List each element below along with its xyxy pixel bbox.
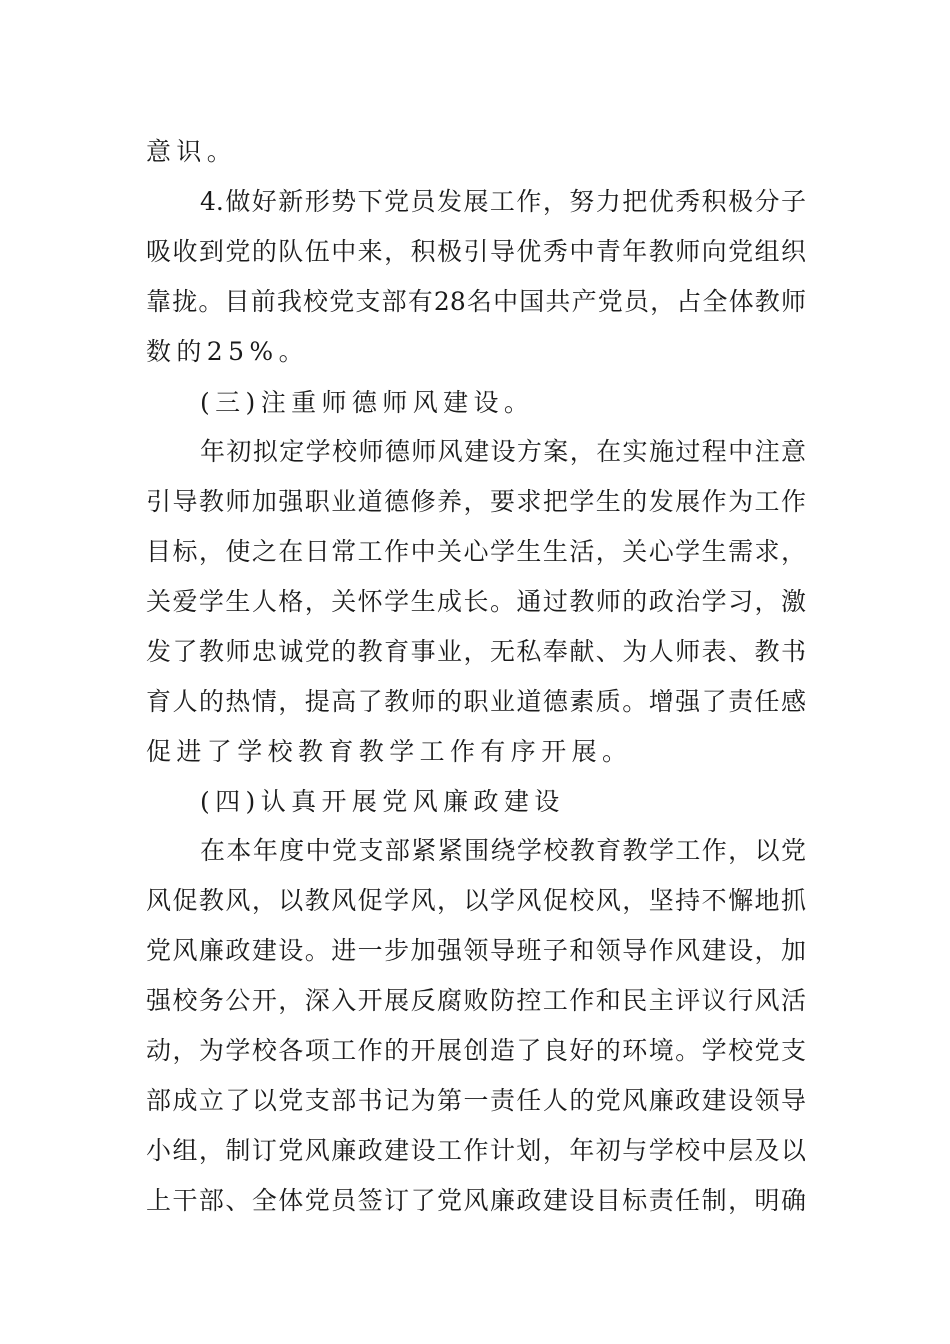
section-heading: (四)认真开展党风廉政建设 — [200, 787, 565, 816]
text-line: 在本年度中党支部紧紧围绕学校教育教学工作，以党 — [200, 836, 806, 865]
text-line: 发了教师忠诚党的教育事业，无私奉献、为人师表、教书 — [146, 637, 806, 666]
text-line: 小组，制订党风廉政建设工作计划，年初与学校中层及以 — [146, 1136, 806, 1165]
text-line: 吸收到党的队伍中来，积极引导优秀中青年教师向党组织 — [146, 237, 806, 266]
text-line: 引导教师加强职业道德修养，要求把学生的发展作为工作 — [146, 487, 806, 516]
text-line: 上干部、全体党员签订了党风廉政建设目标责任制，明确 — [146, 1186, 806, 1215]
text-line: 意识。 — [146, 137, 238, 166]
text-line: 靠拢。目前我校党支部有28名中国共产党员，占全体教师 — [146, 287, 806, 316]
text-line: 促进了学校教育教学工作有序开展。 — [146, 737, 633, 766]
text-line: 目标，使之在日常工作中关心学生生活，关心学生需求， — [146, 537, 806, 566]
text-line: 风促教风，以教风促学风，以学风促校风，坚持不懈地抓 — [146, 886, 806, 915]
text-line: 强校务公开，深入开展反腐败防控工作和民主评议行风活 — [146, 986, 806, 1015]
text-line: 党风廉政建设。进一步加强领导班子和领导作风建设，加 — [146, 936, 806, 965]
text-line: 部成立了以党支部书记为第一责任人的党风廉政建设领导 — [146, 1086, 806, 1115]
text-line: 4.做好新形势下党员发展工作，努力把优秀积极分子 — [200, 187, 806, 216]
section-heading: (三)注重师德师风建设。 — [200, 388, 535, 417]
text-line: 育人的热情，提高了教师的职业道德素质。增强了责任感 — [146, 687, 806, 716]
text-line: 数的25%。 — [146, 337, 309, 366]
text-line: 年初拟定学校师德师风建设方案，在实施过程中注意 — [200, 437, 806, 466]
text-line: 动，为学校各项工作的开展创造了良好的环境。学校党支 — [146, 1036, 806, 1065]
text-line: 关爱学生人格，关怀学生成长。通过教师的政治学习，激 — [146, 587, 806, 616]
